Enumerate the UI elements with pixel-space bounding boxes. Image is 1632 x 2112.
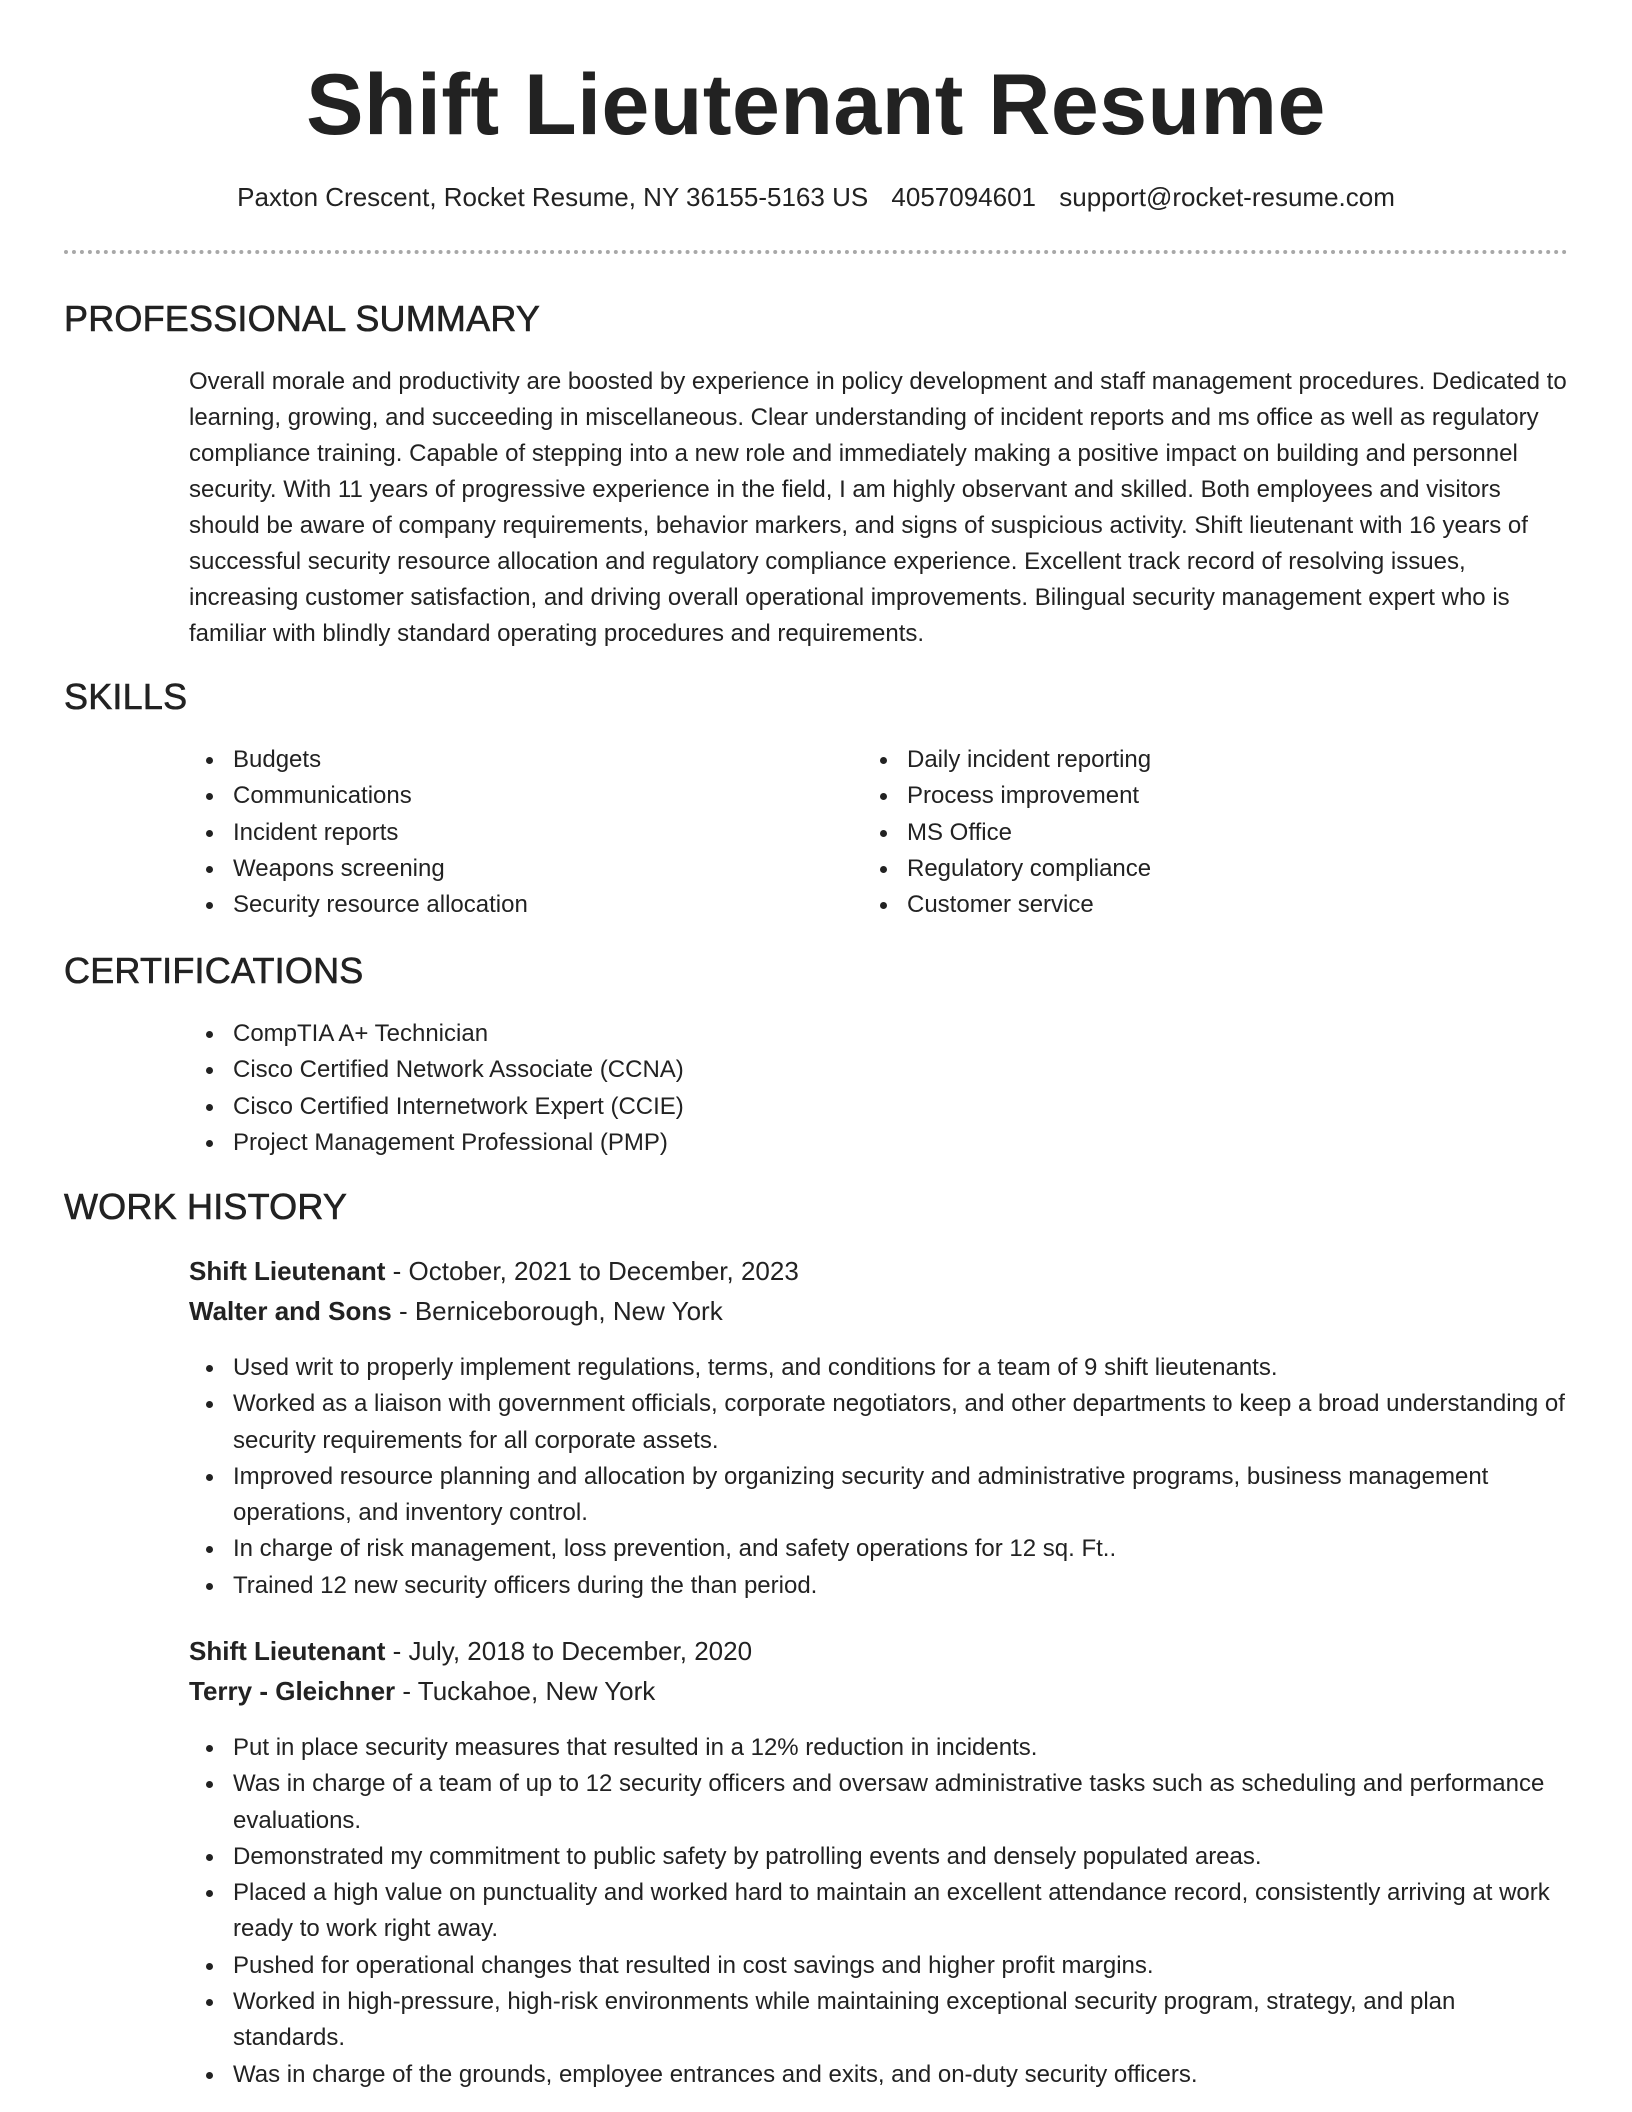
job-title-line (189, 1636, 752, 1667)
job-position: Shift Lieutenant (189, 1636, 386, 1666)
job-position: Shift Lieutenant (189, 1256, 386, 1286)
summary-heading: PROFESSIONAL SUMMARY (64, 298, 541, 339)
job-title-line (189, 1256, 799, 1287)
job-duty-item: Worked as a liaison with government officials, corporate negotiators, and other departments to keep a broad understanding of security requirements for all corporate assets. (189, 1386, 1569, 1459)
job-duty-item: In charge of risk management, loss prevention, and safety operations for 12 sq. Ft.. (189, 1531, 1569, 1567)
skill-item: Incident reports (189, 815, 829, 851)
job-dates: - July, 2018 to December, 2020 (385, 1636, 753, 1666)
job-company: Terry - Gleichner (189, 1676, 396, 1706)
contact-phone: 4057094601 (891, 182, 1037, 212)
certifications-list (189, 1016, 1569, 1161)
skill-item: Process improvement (863, 778, 1503, 814)
contact-email: support@rocket-resume.com (1059, 182, 1395, 212)
job-location: - Berniceborough, New York (391, 1296, 723, 1326)
skill-item: Budgets (189, 742, 829, 778)
skill-item: MS Office (863, 815, 1503, 851)
job-company: Walter and Sons (189, 1296, 392, 1326)
skills-list-right (863, 742, 1503, 923)
skill-item: Communications (189, 778, 829, 814)
job-duty-item: Used writ to properly implement regulations, terms, and conditions for a team of 9 shift lieutenants. (189, 1350, 1569, 1386)
certifications-heading: CERTIFICATIONS (64, 950, 364, 991)
contact-line (0, 182, 1632, 213)
skill-item: Customer service (863, 887, 1503, 923)
certification-item: Project Management Professional (PMP) (189, 1125, 1569, 1161)
skills-heading: SKILLS (64, 676, 188, 717)
job-duties-list (189, 1730, 1569, 2093)
job-duty-item: Demonstrated my commitment to public safety by patrolling events and densely populated areas. (189, 1839, 1569, 1875)
skills-list-left (189, 742, 829, 923)
contact-address: Paxton Crescent, Rocket Resume, NY 36155-5163 US (237, 182, 869, 212)
skill-item: Weapons screening (189, 851, 829, 887)
job-company-line (189, 1676, 655, 1707)
job-duty-item: Pushed for operational changes that resulted in cost savings and higher profit margins. (189, 1948, 1569, 1984)
job-dates: - October, 2021 to December, 2023 (385, 1256, 799, 1286)
work-history-heading: WORK HISTORY (64, 1186, 348, 1227)
certification-item: Cisco Certified Internetwork Expert (CCIE) (189, 1089, 1569, 1125)
job-location: - Tuckahoe, New York (395, 1676, 656, 1706)
skill-item: Security resource allocation (189, 887, 829, 923)
job-duty-item: Trained 12 new security officers during the than period. (189, 1568, 1569, 1604)
job-duties-list (189, 1350, 1569, 1604)
skill-item: Daily incident reporting (863, 742, 1503, 778)
skill-item: Regulatory compliance (863, 851, 1503, 887)
resume-title: Shift Lieutenant Resume (306, 57, 1326, 153)
job-duty-item: Was in charge of a team of up to 12 security officers and oversaw administrative tasks such as scheduling and performance evaluations. (189, 1766, 1569, 1839)
summary-text: Overall morale and productivity are boosted by experience in policy development and staff management procedures. Dedicated to learning, growing, and succeeding in miscellaneous. Clear understanding of incident reports and ms office as well as regulatory compliance training. Capable of stepping into a new role and immediately making a positive impact on building and personnel security. With 11 years of progressive experience in the field, I am highly observant and skilled. Both employees and visitors should be aware of company requirements, behavior markers, and signs of suspicious activity. Shift lieutenant with 16 years of successful security resource allocation and regulatory compliance experience. Excellent track record of resolving issues, increasing customer satisfaction, and driving overall operational improvements. Bilingual security management expert who is familiar with blindly standard operating procedures and requirements. (189, 368, 1567, 647)
certification-item: Cisco Certified Network Associate (CCNA) (189, 1052, 1569, 1088)
header-divider (64, 250, 1568, 254)
job-duty-item: Improved resource planning and allocation by organizing security and administrative programs, business management operations, and inventory control. (189, 1459, 1569, 1532)
certification-item: CompTIA A+ Technician (189, 1016, 1569, 1052)
job-duty-item: Placed a high value on punctuality and worked hard to maintain an excellent attendance record, consistently arriving at work ready to work right away. (189, 1875, 1569, 1948)
job-company-line (189, 1296, 723, 1327)
job-duty-item: Worked in high-pressure, high-risk environments while maintaining exceptional security program, strategy, and plan standards. (189, 1984, 1569, 2057)
job-duty-item: Put in place security measures that resulted in a 12% reduction in incidents. (189, 1730, 1569, 1766)
job-duty-item: Was in charge of the grounds, employee entrances and exits, and on-duty security officers. (189, 2057, 1569, 2093)
